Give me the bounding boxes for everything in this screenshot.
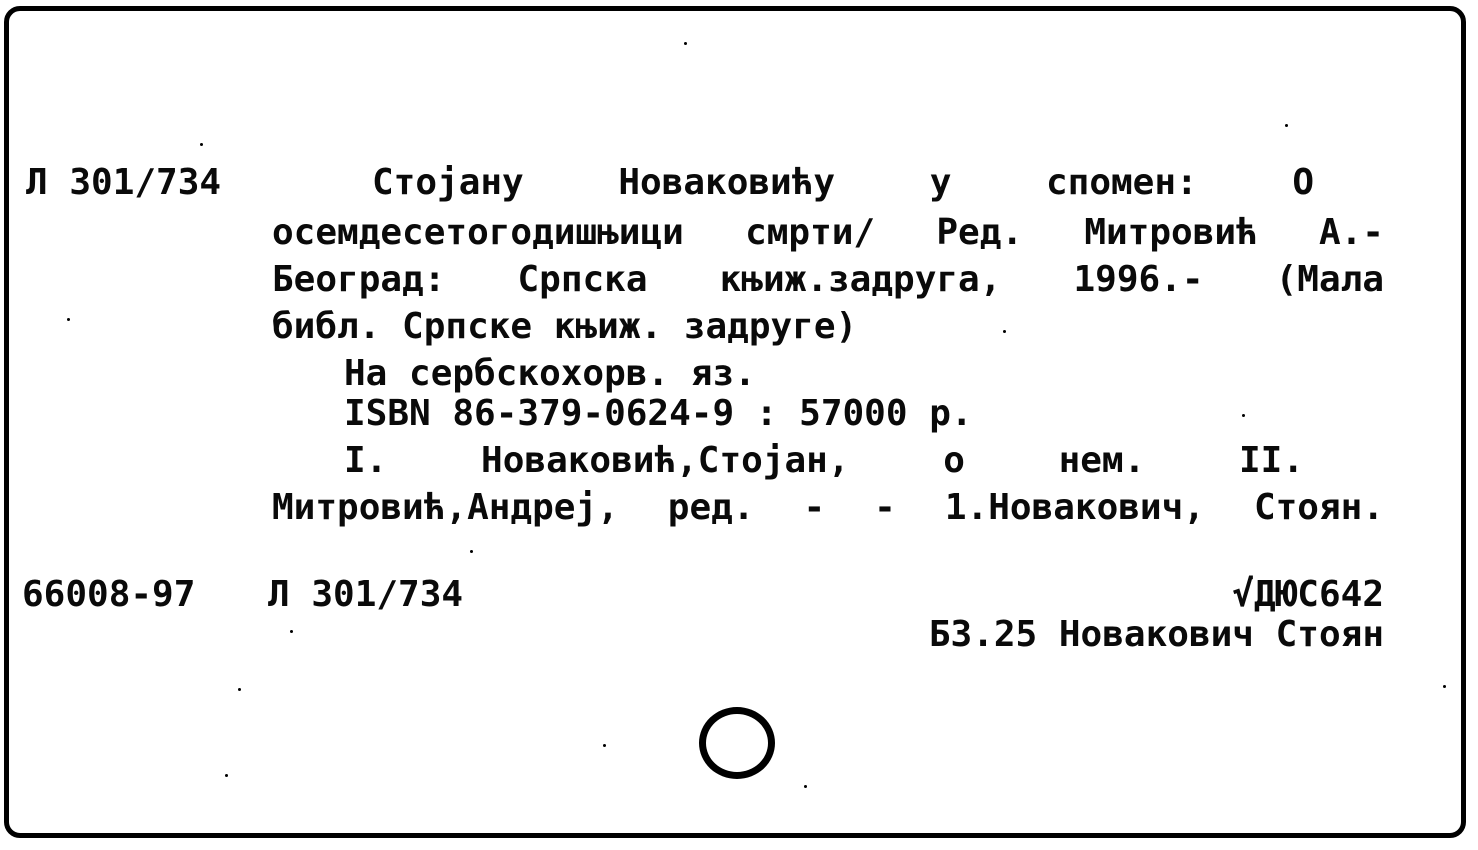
title-line-2-word: Ред. — [936, 212, 1024, 253]
title-line-1-word: Стојану — [372, 162, 524, 203]
tracings-line-1 — [344, 440, 1304, 481]
title-line-2 — [272, 212, 1384, 253]
punch-hole — [699, 707, 775, 779]
class-code: √ДЮС642 — [1232, 574, 1384, 615]
scan-speck — [67, 318, 70, 321]
title-line-1-word: спомен: — [1045, 162, 1198, 203]
tracings-line-1-word: Новаковић,Стојан, — [481, 440, 850, 481]
scan-speck — [804, 785, 807, 788]
tracings-line-2-word: - — [803, 487, 826, 528]
title-line-3-word: 1996.- — [1073, 259, 1204, 300]
tracings-line-1-word: I. — [344, 440, 388, 481]
tracings-line-2-word: Стоян. — [1253, 487, 1384, 528]
title-line-4: библ. Српске књиж. задруге) — [272, 306, 858, 347]
scan-speck — [238, 688, 241, 691]
tracings-line-2-word: 1.Новакович, — [944, 487, 1205, 528]
title-line-2-word: осемдесетогодишњици — [272, 212, 684, 253]
language-note: На сербскохорв. яз. — [344, 353, 756, 394]
title-line-3-word: Београд: — [272, 259, 446, 300]
scan-speck — [470, 550, 473, 553]
tracings-line-1-word: II. — [1238, 440, 1304, 481]
call-number-top: Л 301/734 — [26, 162, 222, 203]
scan-speck — [1003, 330, 1006, 333]
scan-speck — [225, 774, 228, 777]
scan-speck — [1443, 685, 1446, 688]
title-line-1-word: у — [929, 162, 952, 203]
scan-speck — [290, 630, 293, 633]
title-line-1 — [372, 162, 1314, 203]
tracings-line-2-word: Митровић,Андреј, — [272, 487, 619, 528]
title-line-1-word: О — [1292, 162, 1314, 203]
title-line-3-word: Српска — [517, 259, 648, 300]
scan-speck — [684, 42, 687, 45]
scan-speck — [1242, 414, 1245, 417]
accession-number: 66008-97 — [22, 574, 196, 615]
scan-speck — [603, 744, 606, 747]
title-line-1-word: Новаковићу — [618, 162, 836, 203]
tracings-line-2-word: - — [874, 487, 896, 528]
scan-speck — [1285, 124, 1288, 127]
tracings-line-2-word: ред. — [667, 487, 755, 528]
tracings-line-1-word: о — [943, 440, 965, 481]
tracings-line-2 — [272, 487, 1384, 528]
title-line-3-word: (Мала — [1275, 259, 1384, 300]
title-line-2-word: А.- — [1318, 212, 1384, 253]
title-line-3 — [272, 259, 1384, 300]
title-line-2-word: смрти/ — [745, 212, 876, 253]
scan-speck — [200, 143, 203, 146]
title-line-3-word: књиж.задруга, — [719, 259, 1002, 300]
title-line-2-word: Митровић — [1084, 212, 1258, 253]
subject-heading: БЗ.25 Новакович Стоян — [928, 614, 1384, 655]
isbn-price: ISBN 86-379-0624-9 : 57000 р. — [344, 393, 973, 434]
call-number-bottom: Л 301/734 — [268, 574, 464, 615]
tracings-line-1-word: нем. — [1058, 440, 1146, 481]
